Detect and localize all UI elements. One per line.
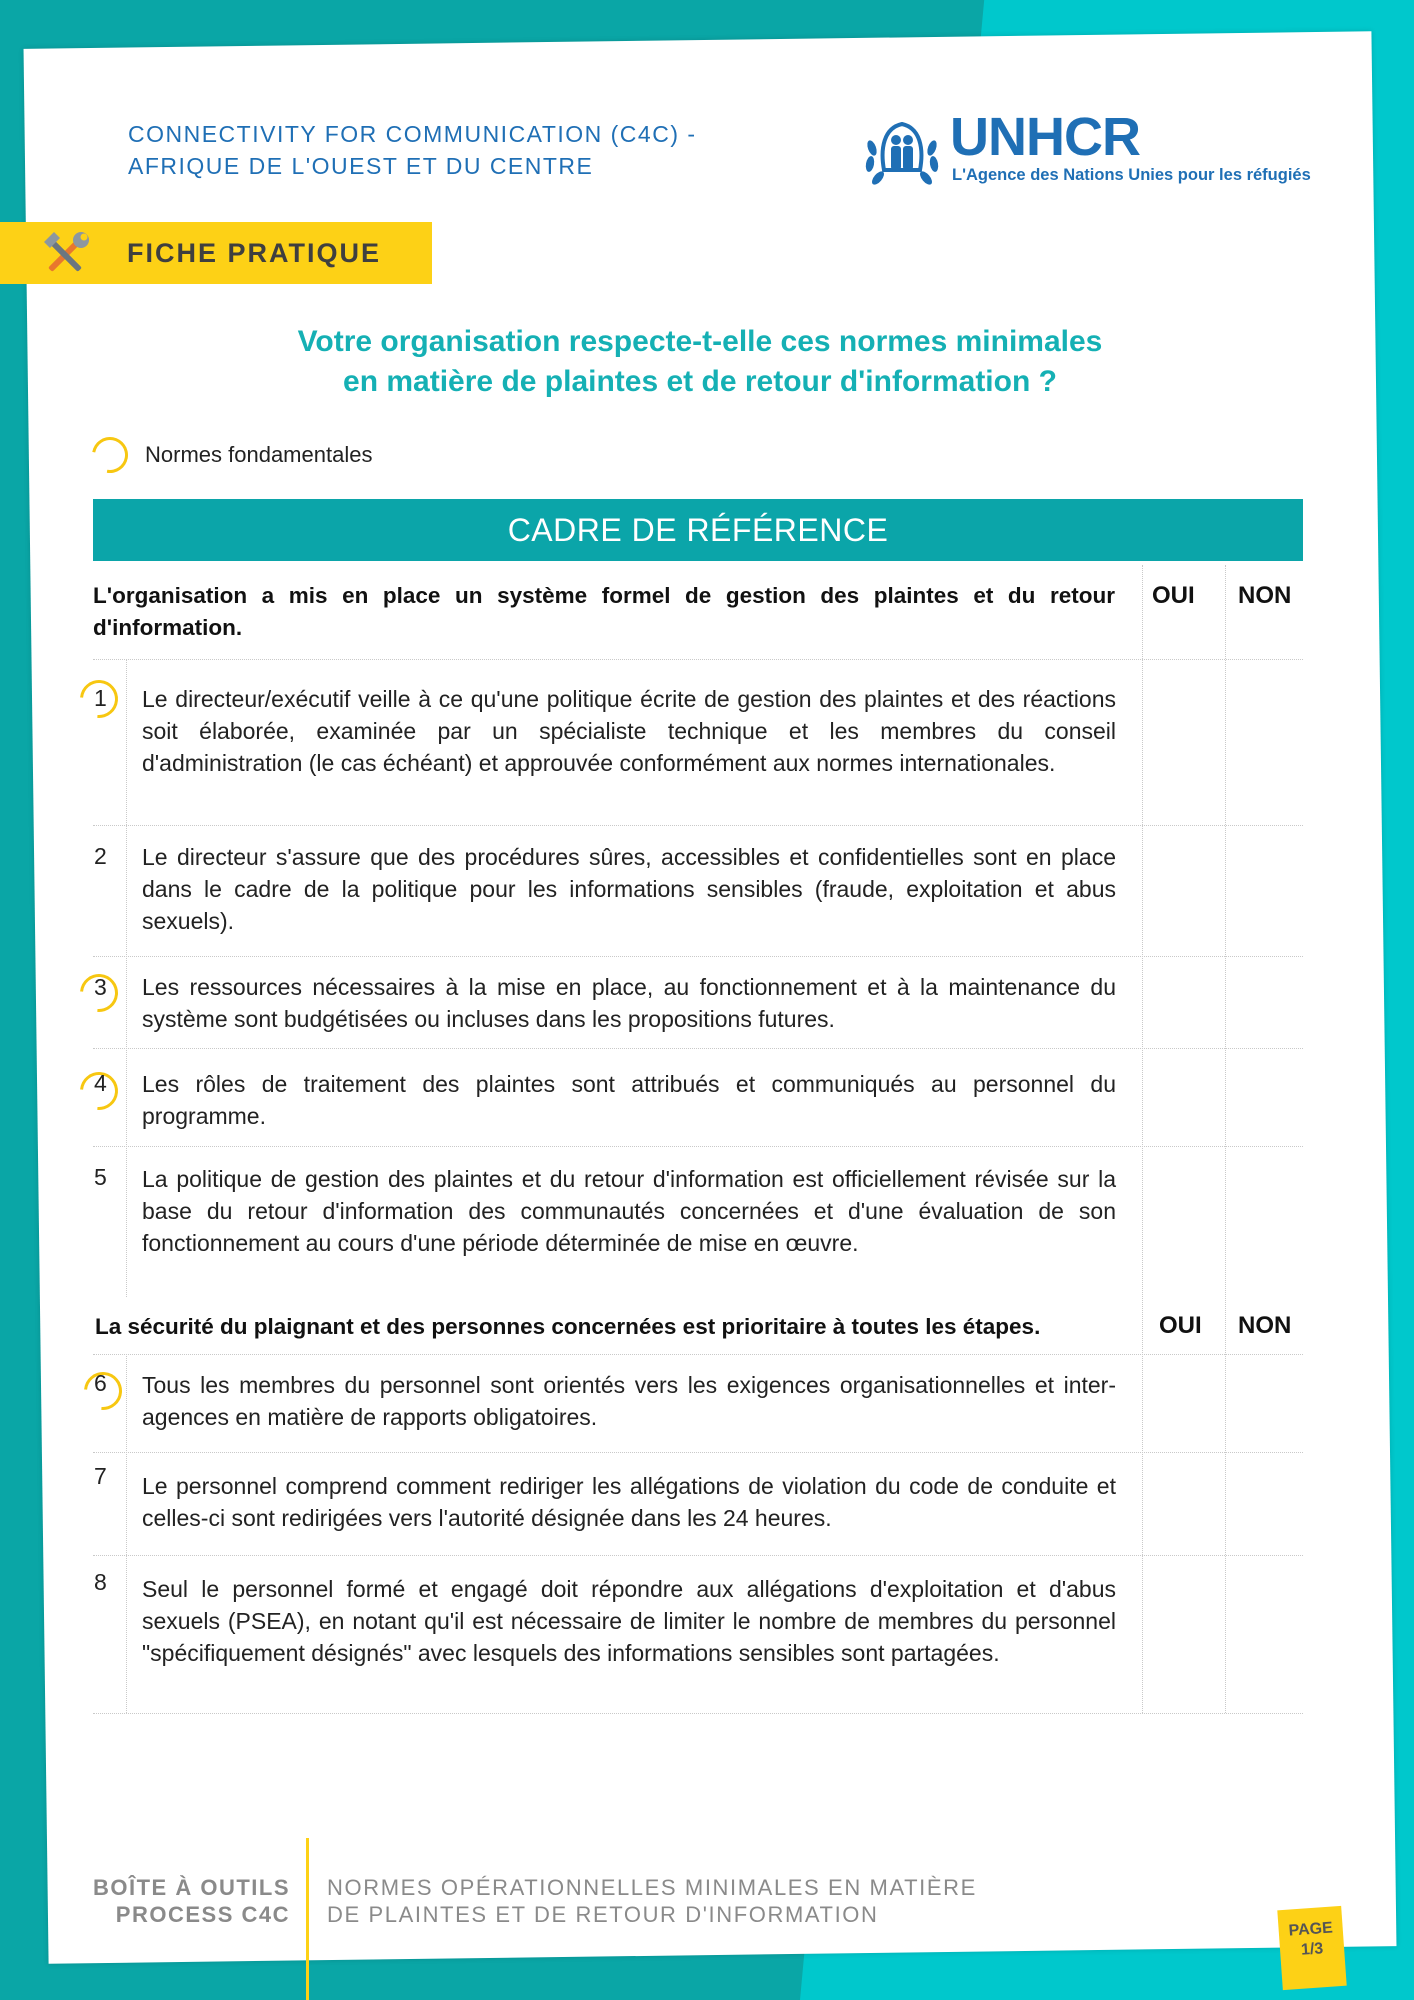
item-number: 4 [94, 1070, 107, 1096]
row-line [93, 1048, 1303, 1049]
col-divider-yes [1142, 565, 1143, 1713]
unhcr-logo [862, 107, 1311, 192]
item-number: 3 [94, 974, 107, 1000]
col-yes-1: OUI [1152, 582, 1195, 609]
checklist-item: Le directeur/exécutif veille à ce qu'une politique écrite de gestion des plaintes et des réactions soit élaborée, examinée par un spécialiste technique et les membres du conseil d'administration (le cas échéant) et approuvée conformément aux normes internationales. [142, 686, 1116, 776]
row-line [93, 659, 1303, 660]
checklist-item: Les ressources nécessaires à la mise en place, au fonctionnement et à la maintenance du système sont budgétisées ou incluses dans les propositions futures. [142, 974, 1116, 1032]
section-title-1: L'organisation a mis en place un système formel de gestion des plaintes et du retour d'information. [93, 583, 1115, 640]
checklist-item: La politique de gestion des plaintes et du retour d'information est officiellement révisée sur la base du retour d'information des communautés concernées et d'une évaluation de son fonctionnement au cours d'une période déterminée de mise en œuvre. [142, 1166, 1116, 1256]
item-number: 8 [94, 1569, 107, 1595]
page-number: 1/3 [1300, 1940, 1324, 1959]
program-line-1: CONNECTIVITY FOR COMMUNICATION (C4C) - [128, 121, 697, 147]
checklist-item: Le personnel comprend comment rediriger les allégations de violation du code de conduite et celles-ci sont redirigées vers l'autorité désignée dans les 24 heures. [142, 1473, 1116, 1531]
item-number: 7 [94, 1463, 107, 1489]
footer-toolbox [80, 1874, 290, 1928]
footer-toolbox-line-1: BOÎTE À OUTILS [93, 1875, 290, 1900]
footer-title-line-1: NORMES OPÉRATIONNELLES MINIMALES EN MATIÈRE [327, 1875, 977, 1900]
program-name [128, 118, 697, 182]
checklist-item: Les rôles de traitement des plaintes sont attribués et communiqués au personnel du programme. [142, 1071, 1116, 1129]
checklist-item: Seul le personnel formé et engagé doit répondre aux allégations d'exploitation et d'abus sexuels (PSEA), en notant qu'il est nécessaire de limiter le nombre de membres du personnel "spécifiquement désignés" avec lesquels des informations sensibles sont partagées. [142, 1576, 1116, 1666]
row-line [93, 1146, 1303, 1147]
item-number: 5 [94, 1164, 107, 1190]
title-line-1: Votre organisation respecte-t-elle ces normes minimales [297, 325, 1103, 358]
row-line [93, 825, 1303, 826]
row-line [93, 1452, 1303, 1453]
item-number: 1 [94, 685, 107, 711]
fiche-banner [0, 222, 432, 284]
footer-divider [306, 1838, 309, 2000]
item-number: 2 [94, 843, 107, 869]
page-label: PAGE [1288, 1919, 1334, 1940]
page-title [220, 322, 1180, 402]
footer-document-title [327, 1874, 977, 1928]
item-number: 6 [94, 1370, 107, 1396]
col-no-1: NON [1238, 582, 1292, 609]
footer-title-line-2: DE PLAINTES ET DE RETOUR D'INFORMATION [327, 1902, 879, 1927]
row-line [93, 1354, 1303, 1355]
table-header: CADRE DE RÉFÉRENCE [93, 499, 1303, 561]
core-standard-marker-icon [85, 430, 135, 480]
checklist-item: Le directeur s'assure que des procédures sûres, accessibles et confidentielles sont en place dans le cadre de la politique pour les informations sensibles (fraude, exploitation et abus sexuels). [142, 844, 1116, 934]
checklist-item: Tous les membres du personnel sont orientés vers les exigences organisationnelles et inter-agences en matière de rapports obligatoires. [142, 1372, 1116, 1430]
footer-toolbox-line-2: PROCESS C4C [115, 1902, 290, 1927]
page-number-badge [1277, 1906, 1346, 1990]
title-line-2: en matière de plaintes et de retour d'information ? [343, 365, 1057, 398]
program-line-2: AFRIQUE DE L'OUEST ET DU CENTRE [128, 153, 594, 179]
unhcr-emblem-icon [862, 118, 942, 188]
banner-label: FICHE PRATIQUE [127, 238, 382, 268]
logo-subtitle: L'Agence des Nations Unies pour les réfugiés [952, 166, 1311, 184]
tools-icon [40, 230, 92, 278]
row-line [93, 1555, 1303, 1556]
legend-label: Normes fondamentales [145, 442, 373, 467]
col-yes-2: OUI [1159, 1312, 1202, 1339]
col-divider-no [1225, 565, 1226, 1713]
col-no-2: NON [1238, 1312, 1292, 1339]
row-line [93, 1713, 1303, 1714]
row-line [93, 956, 1303, 957]
num-divider-2 [126, 1354, 127, 1713]
logo-wordmark: UNHCR [950, 107, 1140, 167]
num-divider-1 [126, 659, 127, 1297]
section-title-2: La sécurité du plaignant et des personnes concernées est prioritaire à toutes les étapes. [95, 1314, 1041, 1339]
